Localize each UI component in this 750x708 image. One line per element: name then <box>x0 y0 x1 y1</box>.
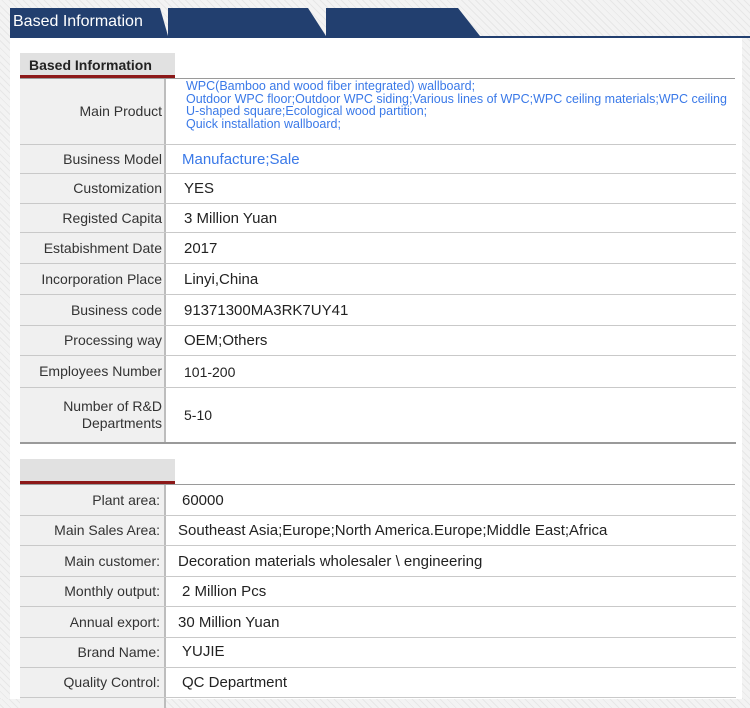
factory-information-table <box>20 485 736 708</box>
row-value: Southeast Asia;Europe;North America.Europe;Middle East;Africa <box>178 522 608 539</box>
tab-separator <box>458 8 480 36</box>
table-row <box>20 264 736 295</box>
row-value: Linyi,China <box>184 270 259 288</box>
row-value: 3 Million Yuan <box>184 209 278 227</box>
row-label: Main Sales Area: <box>20 516 166 545</box>
table-row <box>20 516 736 546</box>
table-row <box>20 577 736 607</box>
row-label: Incorporation Place <box>20 264 166 294</box>
row-label <box>20 698 166 708</box>
table-row <box>20 145 736 174</box>
row-value: 2017 <box>184 239 218 257</box>
row-value: OEM;Others <box>184 332 268 349</box>
business-model-value[interactable]: Manufacture;Sale <box>182 150 300 168</box>
row-label: Number of R&D Departments <box>20 388 166 442</box>
row-value: 91371300MA3RK7UY41 <box>184 301 349 319</box>
row-value: YUJIE <box>182 643 225 660</box>
row-label: Business Model <box>20 145 166 173</box>
tab-separator <box>160 8 168 36</box>
row-label: Employees Number <box>20 356 166 387</box>
row-label: Plant area: <box>20 485 166 515</box>
row-value: 2 Million Pcs <box>182 583 267 600</box>
row-label: Processing way <box>20 326 166 355</box>
row-label: Registed Capita <box>20 204 166 232</box>
main-product-value[interactable]: WPC(Bamboo and wood fiber integrated) wallboard; Outdoor WPC floor;Outdoor WPC siding;Various lines of WPC;WPC ceiling materials;WPC ceiling U-shaped square;Ecological wood partition; Quick installation wallboard; <box>186 79 727 131</box>
table-row <box>20 607 736 638</box>
table-row <box>20 233 736 264</box>
tab-strip <box>0 0 750 38</box>
row-label: Annual export: <box>20 607 166 637</box>
row-value: 60000 <box>182 491 224 509</box>
row-label: Main Product <box>20 79 166 144</box>
row-label: Brand Name: <box>20 638 166 667</box>
table-row <box>20 356 736 388</box>
row-label: Customization <box>20 174 166 203</box>
row-value: 30 Million Yuan <box>178 613 280 631</box>
based-information-table <box>20 79 736 444</box>
table-row <box>20 388 736 444</box>
tab-separator <box>308 8 326 36</box>
table-row <box>20 485 736 516</box>
row-label: Quality Control: <box>20 668 166 697</box>
table-row <box>20 638 736 668</box>
table-row <box>20 204 736 233</box>
tab-3[interactable] <box>326 8 458 36</box>
row-label: Business code <box>20 295 166 325</box>
tab-2[interactable] <box>168 8 308 36</box>
row-label: Monthly output: <box>20 577 166 606</box>
row-value: Decoration materials wholesaler \ engineering <box>178 552 483 570</box>
table-row <box>20 79 736 145</box>
tab-based-information[interactable]: Based Information <box>10 8 160 36</box>
table-row <box>20 546 736 577</box>
row-label: Estabishment Date <box>20 233 166 263</box>
table-row <box>20 698 736 708</box>
table-row <box>20 326 736 356</box>
row-label: Main customer: <box>20 546 166 576</box>
table-row <box>20 295 736 326</box>
section-title-based-information: Based Information <box>20 53 175 78</box>
row-value <box>166 698 736 708</box>
row-value: 101-200 <box>184 363 236 380</box>
row-value: 5-10 <box>184 407 213 423</box>
section-title-factory-information <box>20 459 175 484</box>
table-row <box>20 668 736 698</box>
row-value: QC Department <box>182 674 288 691</box>
row-value: YES <box>184 180 215 197</box>
table-row <box>20 174 736 204</box>
